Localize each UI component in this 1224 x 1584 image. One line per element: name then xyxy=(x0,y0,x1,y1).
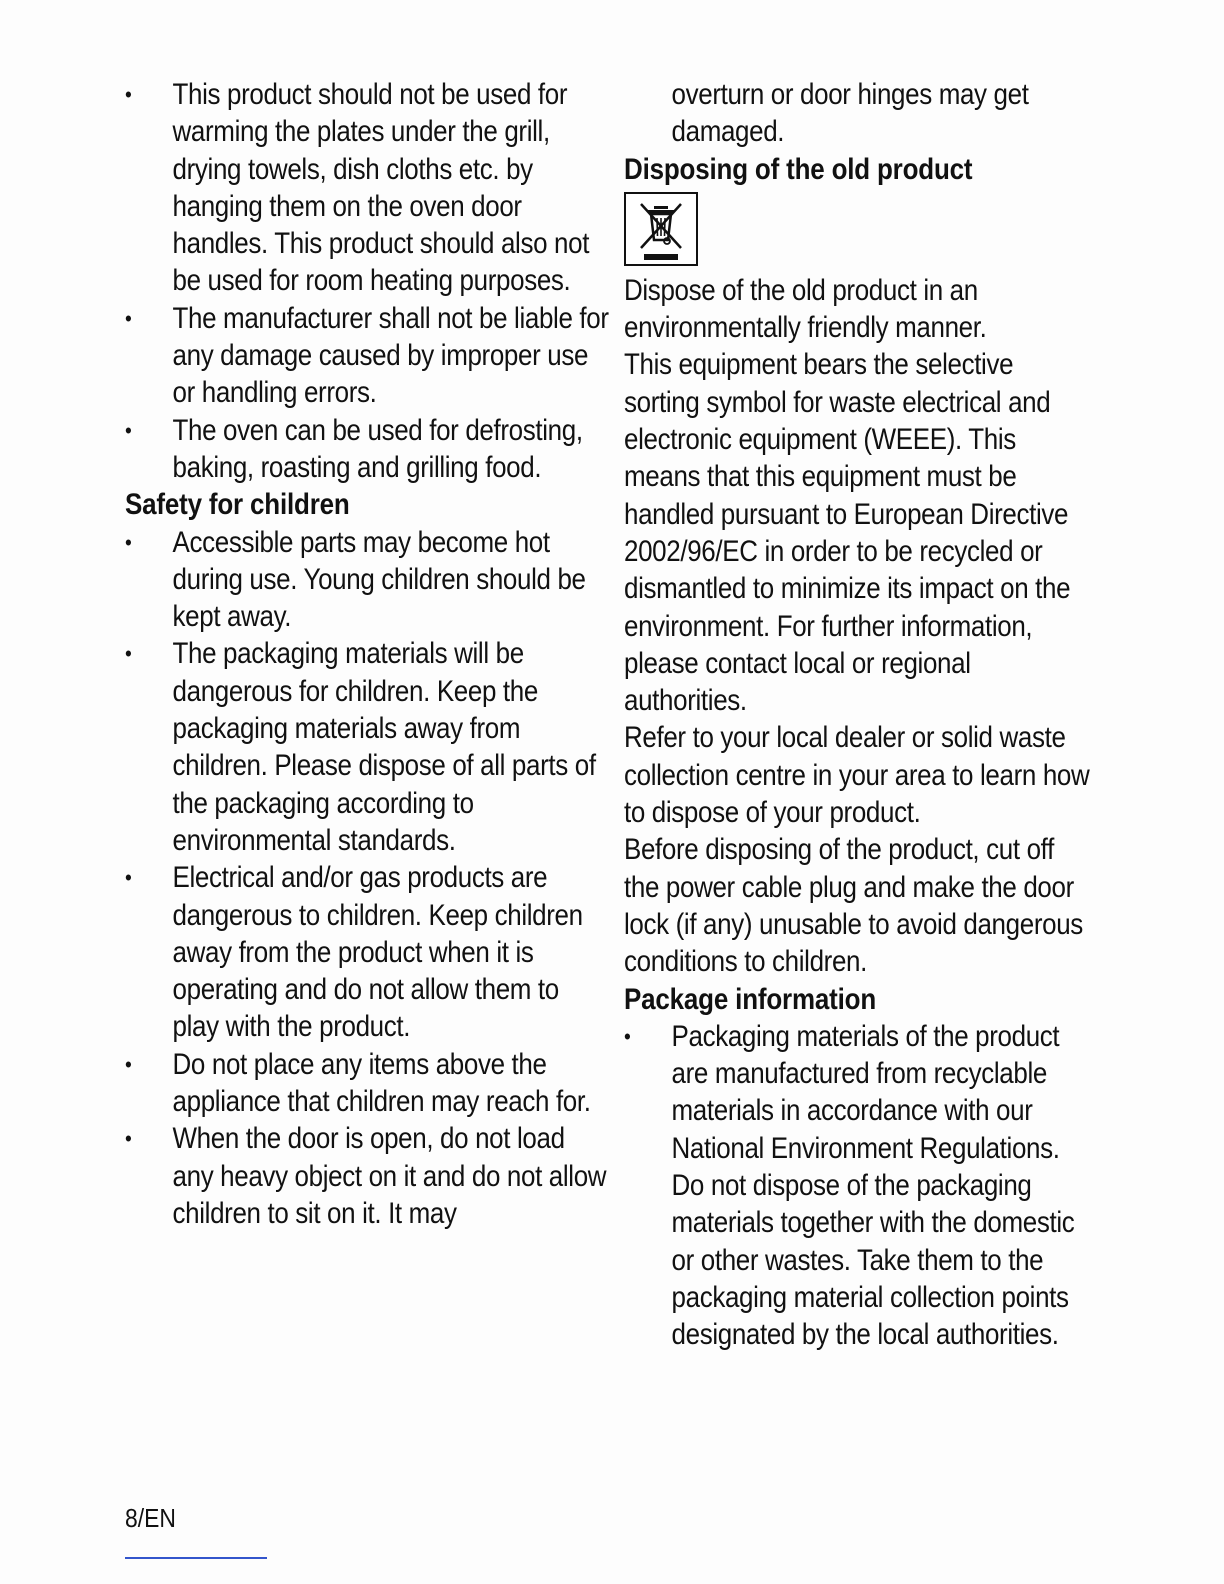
disposal-paragraph: Dispose of the old product in an environmentally friendly manner. xyxy=(624,273,987,345)
continued-text: overturn or door hinges may get damaged. xyxy=(671,78,1029,149)
bullet-icon: • xyxy=(125,865,132,891)
bullet-icon: • xyxy=(624,1023,631,1049)
crossed-out-wheelie-bin-icon xyxy=(624,192,698,266)
section-heading-disposal: Disposing of the old product xyxy=(624,152,973,186)
bullet-icon: • xyxy=(125,1126,132,1152)
list-item: • Accessible parts may become hot during use. Young children should be kept away. xyxy=(125,525,586,634)
list-item: • The oven can be used for defrosting, baking, roasting and grilling food. xyxy=(125,413,583,484)
list-item: • Packaging materials of the product are manufactured from recyclable materials in accordance with our National Environment Regulations. Do not dispose of the packaging materials together with the domestic or other wastes. Take them to the packaging material collection points designated by the local authorities. xyxy=(624,1019,1075,1352)
bullet-icon: • xyxy=(125,82,132,107)
bullet-icon: • xyxy=(125,529,132,555)
bullet-icon: • xyxy=(125,1051,132,1077)
left-column xyxy=(125,76,610,1232)
section-heading-safety: Safety for children xyxy=(125,488,350,522)
list-item: • Do not place any items above the appliance that children may reach for. xyxy=(125,1047,591,1119)
bullet-icon: • xyxy=(125,305,132,331)
list-item: • The manufacturer shall not be liable for any damage caused by improper use or handling errors. xyxy=(125,301,609,410)
footer-divider xyxy=(125,1557,267,1559)
bullet-icon: • xyxy=(125,641,132,667)
section-heading-package: Package information xyxy=(624,982,877,1016)
list-item: • When the door is open, do not load any heavy object on it and do not allow children to sit on it. It may xyxy=(125,1122,607,1230)
disposal-paragraph: This equipment bears the selective sorting symbol for waste electrical and electronic equipment (WEEE). This means that this equipment must be handled pursuant to European Directive 2002/96/EC in order to be recycled or dismantled to minimize its impact on the environment. For further information, please contact local or regional authorities. xyxy=(624,348,1071,718)
disposal-paragraph: Refer to your local dealer or solid waste collection centre in your area to learn how to dispose of your product. xyxy=(624,721,1090,830)
list-item: • This product should not be used for warming the plates under the grill, drying towels, dish cloths etc. by hanging them on the oven door handles. This product should also not be used for room heating purposes. xyxy=(125,78,590,298)
page-number: 8/EN xyxy=(125,1503,176,1533)
list-item: • The packaging materials will be dangerous for children. Keep the packaging materials away from children. Please dispose of all parts of the packaging according to environmental standards. xyxy=(125,637,596,857)
bullet-icon: • xyxy=(125,417,132,443)
list-item: • Electrical and/or gas products are dangerous to children. Keep children away from the product when it is operating and do not allow them to play with the product. xyxy=(125,861,583,1044)
disposal-paragraph: Before disposing of the product, cut off the power cable plug and make the door lock (if any) unusable to avoid dangerous conditions to children. xyxy=(624,833,1083,979)
right-column xyxy=(624,76,1094,1354)
